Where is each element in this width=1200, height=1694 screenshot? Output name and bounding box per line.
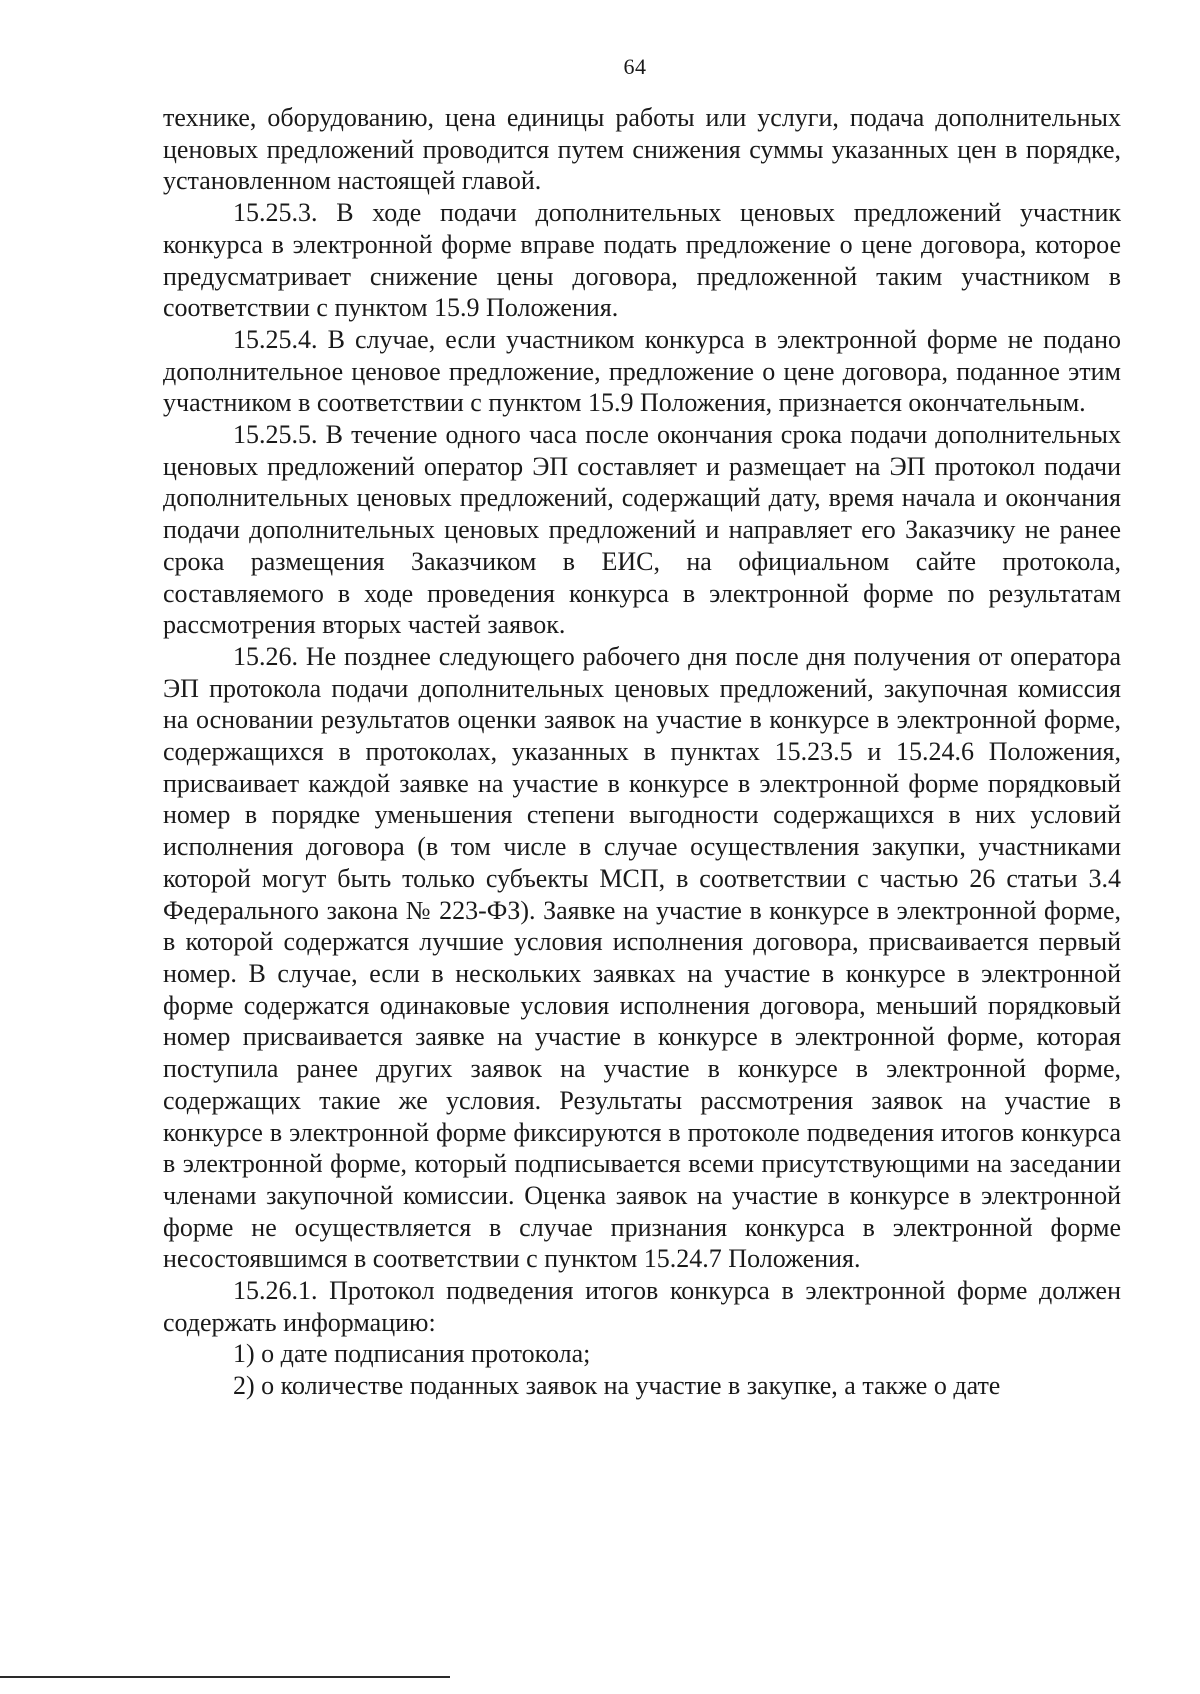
paragraph-continuation: технике, оборудованию, цена единицы работы или услуги, подача дополнительных ценовых предложений проводится путем снижения суммы указанных цен в порядке, установленном настоящей главой. bbox=[163, 103, 1121, 196]
paragraph-15-26-1: 15.26.1. Протокол подведения итогов конкурса в электронной форме должен содержать информацию: bbox=[163, 1276, 1121, 1337]
list-item-1: 1) о дате подписания протокола; bbox=[233, 1339, 591, 1369]
page-number: 64 bbox=[623, 54, 647, 79]
paragraph-15-25-5: 15.25.5. В течение одного часа после окончания срока подачи дополнительных ценовых предложений оператор ЭП составляет и размещает на ЭП протокол подачи дополнительных ценовых предложений, содержащий дату, время начала и окончания подачи дополнительных ценовых предложений и направляет его Заказчику не ранее срока размещения Заказчиком в ЕИС, на официальном сайте протокола, составляемого в ходе проведения конкурса в электронной форме по результатам рассмотрения вторых частей заявок. bbox=[163, 420, 1121, 640]
paragraph-15-25-3: 15.25.3. В ходе подачи дополнительных ценовых предложений участник конкурса в электронной форме вправе подать предложение о цене договора, которое предусматривает снижение цены договора, предложенной таким участником в соответствии с пунктом 15.9 Положения. bbox=[163, 198, 1121, 323]
list-item-2: 2) о количестве поданных заявок на участие в закупке, а также о дате bbox=[233, 1371, 1001, 1401]
document-body bbox=[163, 102, 1121, 1402]
footnote-rule bbox=[0, 1676, 450, 1678]
paragraph-15-26: 15.26. Не позднее следующего рабочего дня после дня получения от оператора ЭП протокола подачи дополнительных ценовых предложений, закупочная комиссия на основании результатов оценки заявок на участие в конкурсе в электронной форме, содержащихся в протоколах, указанных в пунктах 15.23.5 и 15.24.6 Положения, присваивает каждой заявке на участие в конкурсе в электронной форме порядковый номер в порядке уменьшения степени выгодности содержащихся в них условий исполнения договора (в том числе в случае осуществления закупки, участниками которой могут быть только субъекты МСП, в соответствии с частью 26 статьи 3.4 Федерального закона № 223-ФЗ). Заявке на участие в конкурсе в электронной форме, в которой содержатся лучшие условия исполнения договора, присваивается первый номер. В случае, если в нескольких заявках на участие в конкурсе в электронной форме содержатся одинаковые условия исполнения договора, меньший порядковый номер присваивается заявке на участие в конкурсе в электронной форме, которая поступила ранее других заявок на участие в конкурсе в электронной форме, содержащих такие же условия. Результаты рассмотрения заявок на участие в конкурсе в электронной форме фиксируются в протоколе подведения итогов конкурса в электронной форме, который подписывается всеми присутствующими на заседании членами закупочной комиссии. Оценка заявок на участие в конкурсе в электронной форме не осуществляется в случае признания конкурса в электронной форме несостоявшимся в соответствии с пунктом 15.24.7 Положения. bbox=[163, 641, 1121, 1274]
paragraph-15-25-4: 15.25.4. В случае, если участником конкурса в электронной форме не подано дополнительное ценовое предложение, предложение о цене договора, поданное этим участником в соответствии с пунктом 15.9 Положения, признается окончательным. bbox=[163, 324, 1121, 418]
